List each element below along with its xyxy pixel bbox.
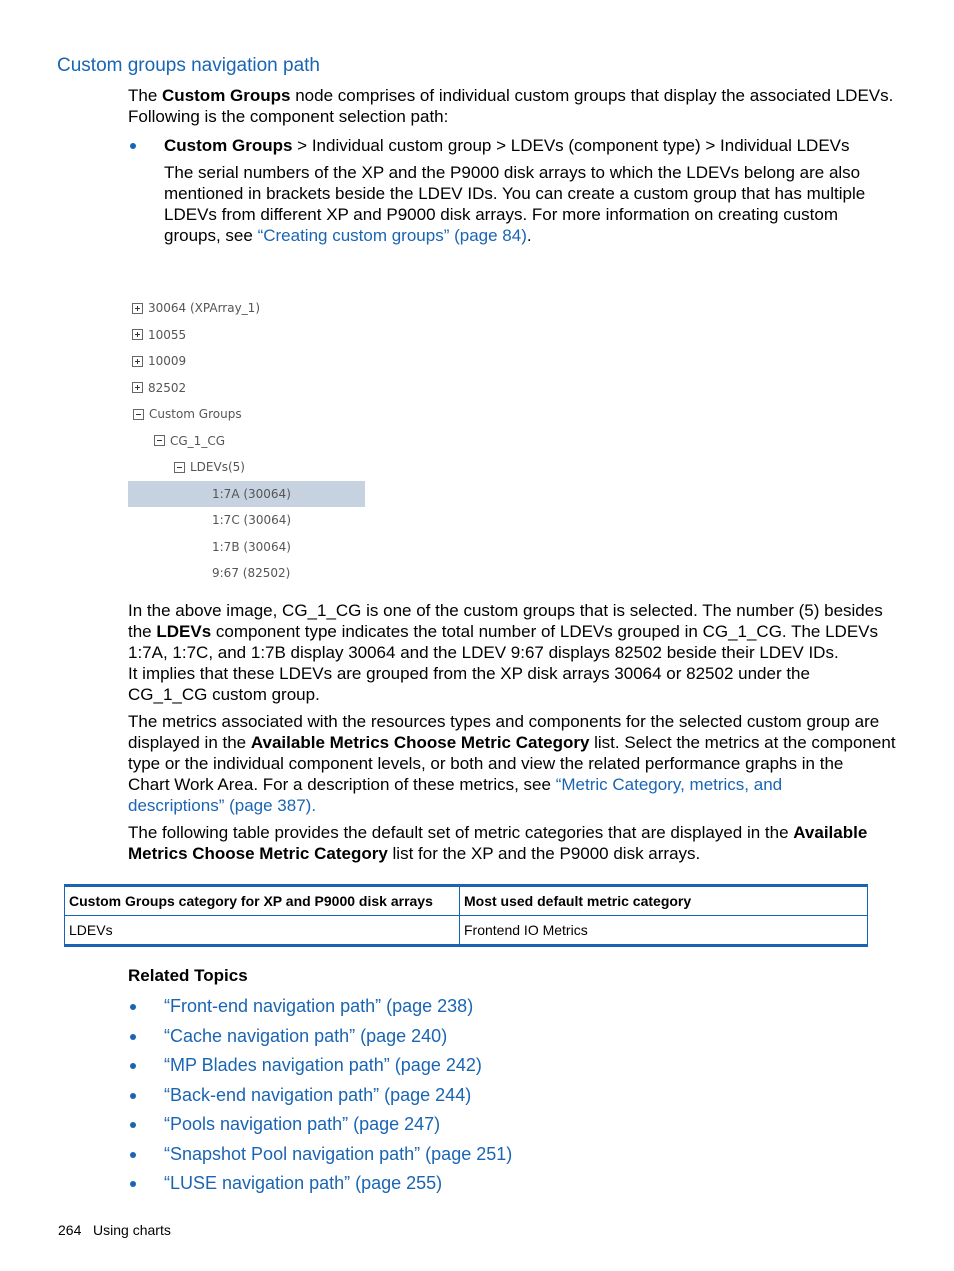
explanation-line: In the above image, CG_1_CG is one of the custom groups that is selected. The number (5) besides [128, 601, 883, 620]
related-topics-title: Related Topics [128, 966, 248, 985]
related-topic-link[interactable]: “LUSE navigation path” (page 255) [164, 1173, 443, 1193]
plus-icon[interactable] [132, 329, 143, 340]
related-topic-link[interactable]: “Front-end navigation path” (page 238) [164, 996, 474, 1016]
table-cell: Frontend IO Metrics [460, 916, 868, 946]
tree-node[interactable] [174, 454, 245, 480]
table-intro-bold: Metrics Choose Metric Category [128, 844, 388, 863]
tree-node-label: 1:7B (30064) [212, 539, 291, 554]
table-row [65, 916, 868, 946]
path-rest: > Individual custom group > LDEVs (component type) > Individual LDEVs [292, 136, 850, 155]
serial-line: LDEVs from different XP and P9000 disk arrays. For more information on creating custom [164, 205, 839, 224]
tree-node-label: 1:7A (30064) [212, 486, 291, 501]
tree-node[interactable] [132, 295, 260, 321]
page-footer [58, 1222, 171, 1238]
intro-bold: Custom Groups [162, 86, 291, 105]
table-header-cell: Most used default metric category [460, 886, 868, 916]
metric-category-link-cont[interactable]: descriptions” (page 387) [128, 796, 312, 815]
tree-node-label: LDEVs(5) [190, 460, 245, 474]
minus-icon[interactable] [133, 409, 144, 420]
plus-icon[interactable] [132, 356, 143, 367]
serial-line: mentioned in brackets beside the LDEV IDs. You can create a custom group that has multiple [164, 184, 866, 203]
creating-custom-groups-link[interactable]: “Creating custom groups” (page 84) [257, 226, 527, 245]
tree-node[interactable] [154, 428, 225, 454]
tree-node-label: 10009 [148, 354, 187, 368]
related-topic-link[interactable]: “Back-end navigation path” (page 244) [164, 1084, 472, 1105]
serial-line: groups, see [164, 226, 258, 245]
explanation-line: the [128, 622, 157, 641]
table-intro-line: list for the XP and the P9000 disk arrays. [387, 844, 701, 863]
related-topic-link[interactable]: “Snapshot Pool navigation path” (page 251) [164, 1143, 513, 1164]
metrics-line: list. Select the metrics at the component [589, 733, 896, 752]
metrics-line: type or the individual component levels, or both and view the related performance graphs in the [128, 754, 844, 773]
table-header-cell: Custom Groups category for XP and P9000 disk arrays [65, 886, 460, 916]
metrics-line: Chart Work Area. For a description of these metrics, see [128, 775, 556, 794]
tree-node[interactable] [212, 534, 291, 560]
tree-node-label: CG_1_CG [170, 433, 225, 448]
page-number: 264 [58, 1222, 82, 1238]
serial-line: The serial numbers of the XP and the P9000 disk arrays to which the LDEVs belong are also [164, 163, 861, 182]
explanation-line: It implies that these LDEVs are grouped from the XP disk arrays 30064 or 82502 under the [128, 664, 810, 683]
minus-icon[interactable] [174, 462, 185, 473]
explanation-line: CG_1_CG custom group. [128, 685, 320, 704]
tree-node[interactable] [212, 560, 290, 586]
tree-node-label: 30064 (XPArray_1) [148, 301, 260, 315]
section-heading: Custom groups navigation path [57, 55, 320, 76]
intro-line2: Following is the component selection path: [128, 107, 449, 126]
plus-icon[interactable] [132, 382, 143, 393]
tree-node[interactable] [132, 375, 186, 401]
related-topic-link[interactable]: “Cache navigation path” (page 240) [164, 1025, 448, 1046]
metric-category-link[interactable]: “Metric Category, metrics, and [555, 775, 783, 794]
bullet-icon [130, 143, 136, 149]
tree-node-label: Custom Groups [149, 407, 242, 421]
metrics-line: displayed in the [128, 733, 251, 752]
metrics-punct: . [311, 796, 317, 815]
tree-node[interactable] [132, 322, 186, 348]
table-intro-bold: Available [793, 823, 868, 842]
explanation-line: 1:7A, 1:7C, and 1:7B display 30064 and the LDEV 9:67 displays 82502 beside their LDEV IDs. [128, 643, 839, 662]
intro-paragraph [128, 85, 893, 127]
metrics-bold: Available Metrics Choose Metric Category [250, 733, 590, 752]
bullet-icon [130, 1181, 136, 1187]
tree-node-label: 82502 [148, 380, 187, 395]
ldevs-bold: LDEVs [156, 622, 212, 641]
bullet-icon [130, 1004, 136, 1010]
tree-node-label: 9:67 (82502) [212, 566, 291, 580]
table-cell: LDEVs [65, 916, 460, 946]
bullet-icon [130, 1093, 136, 1099]
tree-node[interactable] [132, 348, 186, 374]
footer-section: Using charts [93, 1222, 171, 1238]
bullet-icon [130, 1034, 136, 1040]
path-bullet [164, 135, 850, 156]
serial-punct: . [526, 226, 532, 245]
metrics-line: The metrics associated with the resources types and components for the selected custom group are [128, 712, 880, 731]
minus-icon[interactable] [154, 435, 165, 446]
intro-text: The [128, 86, 163, 105]
related-topic-link[interactable]: “MP Blades navigation path” (page 242) [164, 1055, 482, 1075]
table-header-row [65, 886, 868, 916]
serial-paragraph [164, 162, 865, 246]
tree-node-label: 1:7C (30064) [212, 513, 292, 527]
table-intro-line: The following table provides the default set of metric categories that are displayed in the [128, 823, 794, 842]
related-topic-link[interactable]: “Pools navigation path” (page 247) [164, 1114, 441, 1134]
plus-icon[interactable] [132, 303, 143, 314]
tree-node[interactable] [133, 401, 242, 427]
bullet-icon [130, 1152, 136, 1158]
intro-text-cont: node comprises of individual custom groups that display the associated LDEVs. [290, 86, 894, 105]
metrics-paragraph [128, 711, 896, 816]
explanation-paragraph [128, 600, 883, 705]
bullet-icon [130, 1063, 136, 1069]
tree-node[interactable] [212, 507, 291, 533]
bullet-icon [130, 1122, 136, 1128]
tree-node-label: 10055 [148, 327, 187, 342]
metric-category-table [64, 884, 868, 947]
explanation-line: component type indicates the total number of LDEVs grouped in CG_1_CG. The LDEVs [211, 622, 878, 641]
path-bold: Custom Groups [164, 136, 293, 155]
table-intro-paragraph [128, 822, 867, 864]
tree-node[interactable] [212, 481, 291, 507]
